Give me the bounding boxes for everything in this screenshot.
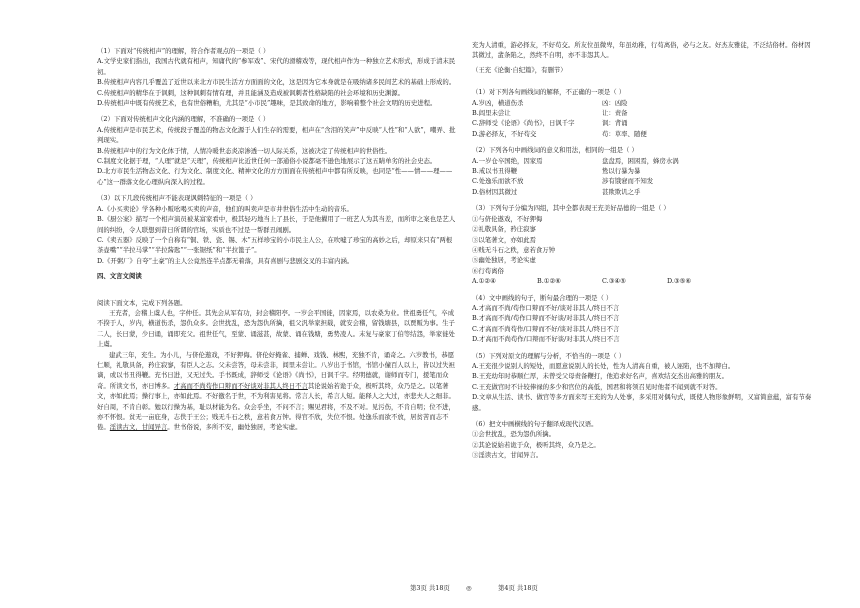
- r3-option-d: D.③⑤⑥: [667, 277, 692, 286]
- reading-instructions: 阅读下面文本，完成下列各题。: [97, 298, 187, 307]
- question-r4: [472, 293, 817, 345]
- q3-stem: （3）以下几段传统相声不能表现讽刺特征的一项是（ ）: [97, 194, 257, 203]
- r1-d-sentence: D.游必择友，不好苟交: [472, 129, 537, 138]
- r5-option-a: A.王充很少说别人的短处，而愿意说别人的长处，性为人清高自重，被人诬陷，也不加辩白。: [472, 361, 735, 370]
- question-r6: [472, 419, 817, 461]
- passage-paragraph-2: [97, 350, 457, 433]
- q3-option-b: B.《厨公案》描写一个相声演员被某富家看中，极其轻巧地当上了县长，于是他擢用了一班艺人为其当差，而所审之案也是艺人间的纠纷，令人联想到昔日所谓的官场，实质也不过是一帮群丑闹剧。: [97, 215, 456, 234]
- question-r2: [472, 145, 817, 197]
- q1-stem: （1）下面对“传统相声”的理解，符合作者观点的一项是（ ）: [97, 47, 270, 55]
- q3-option-a: A.《小买卖论》学各种小贩吆喝买卖的声音，他们的叫卖声是市井世俗生活中生动的音乐。: [97, 204, 353, 213]
- r2-option-a: [472, 156, 817, 166]
- question-r1: [472, 87, 817, 139]
- r4-option-c: C.才高而不尚苟作/口辩而不好/谈对非其人/终日不言: [472, 324, 620, 333]
- r3-option-a: A.①②④: [472, 277, 496, 286]
- question-2: [97, 114, 457, 187]
- r2-a-left: A.一岁仓卒国绝，因家焉: [472, 156, 543, 165]
- question-3: [97, 193, 457, 266]
- r2-b-right: 鸷以行暴为暴: [602, 167, 641, 176]
- q2-stem: （2）下面对传统相声文化内涵的理解，不准确的一项是（ ）: [97, 115, 270, 124]
- r2-a-right: 盘盘焉，困困焉，蜂房水涡: [602, 156, 679, 165]
- q3-option-c: C.《卖五器》反映了一个自称有“铜、铁、瓷、锡、木”五样珍宝的小市民主人公，在吹嘘了珍宝的高妙之后，却原来只有“两根茶壶嘴”“半拉马掌”“半拉酱匙”“一张锯纸”和“半拉篦子”。: [97, 235, 453, 255]
- r3-options: [472, 276, 817, 286]
- r1-a-sentence: A.岁凶，横道伤杀: [472, 98, 524, 107]
- r1-a-gloss: 凶：凶险: [602, 98, 628, 107]
- underlined-sentence: 淫读古文，甘闻异言: [109, 423, 168, 432]
- passage-text: 建武三年，充生。为小儿，与侪伦遨戏，不好狎侮。侪伦好掩雀、捕蝉、戏钱、林熙，充独不肯，诵奇之。六岁教书，恭愿仁顺，礼敬具备，矜庄寂寥，有臣人之志。父未尝答，母未尝非，闾里未尝让。八岁出于书馆，书馆小僮百人以上，皆以过失袒谪，或以书丑得鞭。充书日进，又无过失。手书既成，辞师受《论语》《尚书》，日讽千字。经明德就，谢师而专门，援笔而众奇。所读文书，亦日博多。: [97, 350, 455, 390]
- r4-option-a: A.才高而不尚/苟作口辩而不好/谈对非其人/终日不言: [472, 303, 620, 312]
- r6-item-1: ①会世扰乱，恐为怨仇所擒。: [472, 430, 556, 439]
- r2-c-left: C.处逸乐而欲不放: [472, 177, 524, 186]
- r4-option-d: D.才高而不尚苟作/口辩而不好谈/对非其人/终日不言: [472, 335, 620, 344]
- r1-d-gloss: 苟：草率、随便: [602, 129, 647, 138]
- r2-stem: （2）下列各句中画线词的意义和用法，相同的一组是（ ）: [472, 146, 638, 155]
- r5-option-d: D.文章从生活、读书、做官等多方面来写王充的为人处事，多采用对偶句式，既使人物形象鲜明，又富简意蕴，富有节奏感。: [472, 393, 812, 412]
- binding-circle-icon: ◎: [466, 584, 472, 592]
- r4-stem: （4）文中画线的句子，断句最合理的一项是（ ）: [472, 293, 613, 302]
- r3-option-b: B.①②⑥: [537, 277, 561, 286]
- section-heading: 四、文言文阅读: [97, 272, 142, 281]
- r1-stem: （1）对下列各句画线词的解释，不正确的一项是（ ）: [472, 88, 626, 97]
- question-1: [97, 46, 457, 108]
- question-r5: [472, 351, 817, 413]
- r1-option-d: [472, 129, 817, 139]
- r1-b-gloss: 让：责备: [602, 109, 628, 118]
- r5-stem: （5）下列对原文的理解与分析，不恰当的一项是（ ）: [472, 351, 626, 360]
- passage-text: 。世书俗说，多所不安，幽处独居，考论实虚。: [167, 423, 302, 432]
- r6-stem: （6）把文中画横线的句子翻译成现代汉语。: [472, 420, 598, 428]
- q2-option-b: B.传统相声中的行为文化体于情，人情冷暖世态炎凉渗透一切人际关系，这被决定了传统相声的世俗性。: [97, 146, 392, 155]
- r3-stem: （3）下列句子分编为四组，其中全都表现王充美好品德的一组是（ ）: [472, 204, 670, 213]
- passage-continuation: 充为人清重，游必择友，不好苟交。所友位虽微卑，年虽幼稚，行苟离俗，必与之友。好杰友雅徒，不泛结俗材。俗材因其微过，蜚条陷之，然终不自明，亦不非怨其人。: [472, 41, 811, 60]
- r2-d-right: 甚欺欺讥之乎: [602, 187, 641, 196]
- right-column: [472, 40, 817, 461]
- q1-option-c: C.传统相声的精华在于讽刺，这种讽刺有情有理，并且能涵及造成被讽刺者性格缺陷的社会环境和历史渊源。: [97, 88, 405, 97]
- question-r3: [472, 203, 817, 286]
- r1-option-b: [472, 108, 817, 118]
- passage-paragraph-1: 王充者，会稽上虞人也，字仲任。其先会从军有功，封会稽阳亭。一岁会平国徙，因家焉，以农桑为业。世祖勇任气，卒成不揆于人，岁内，横道伤杀，怨仇众多。会世扰乱，恐为怨仇所擒，祖父汎举家担载，就安会稽，留钱塘县，以贾贩为事。生子二人，长曰蒙，少曰诵，诵即充父。祖世任气，至蒙、诵滋甚，故蒙、诵在钱塘，勇势凌人。末复与豪家丁伯等结怨，举家徙处上虞。: [97, 308, 455, 349]
- r3-option-c: C.③④⑤: [602, 277, 626, 286]
- q1-option-d: D.传统相声中既有传统艺术，也有世俗糟粕，尤其是“小市民”趣味，是其致命的地方，影响着整个社会文明的历史进程。: [97, 99, 437, 108]
- page-number-left: 第3页 共18页: [410, 584, 450, 592]
- passage-source: （王充《论衡·自纪篇》，有删节）: [472, 65, 567, 74]
- r6-item-3: ③淫读古文，甘闻异言。: [472, 451, 543, 460]
- r5-option-c: C.王充做官时不计较俸禄的多少和官位的高低，国君和将领召见时他者不闻到就不对答。: [472, 382, 722, 391]
- r3-item-5: ⑤幽处独居，考论实虚: [472, 256, 536, 265]
- r3-item-1: ①与侪伦遨戏，不好狎侮: [472, 214, 543, 223]
- r2-option-d: [472, 187, 817, 197]
- underlined-sentence: 才高而不尚苟作口辩而不好谈对非其人终日不言: [173, 381, 308, 390]
- page-number-right: 第4页 共18页: [498, 584, 538, 592]
- passage-text: 其论说始若诡于众，极听其终，众乃是之。以笔著文，亦如此焉；操行事上，亦如此焉。不好徼名于世，不为利害见将。常言人长，希言人短。能释人之大过，亦悲夫人之细非。好自周，不肯自彰。勉以行操为基，耻以材能为名。众会乎坐，不问不言；赐见君将，不及不对。见污伤，不肯自明；位不进，亦不怀恨。贫无一亩庇身，志佚于王公；贱无斗石之秩，意若食万钟。得官不欣，失位不恨。处逸乐而欲不放，居贫苦而志不倦。: [97, 381, 455, 432]
- r3-item-6: ⑥行苟离俗: [472, 266, 504, 275]
- r2-option-b: [472, 166, 817, 176]
- q2-option-d: D.北方市民生活物态文化、行为文化、制度文化、精神文化的方方面面在传统相声中都有所反映，也同是“性——情——理——心”这一群落文化心理纵向深入的过程。: [97, 167, 453, 186]
- q2-option-c: C.制度文化据于理，“人理”就是“天理”，传统相声比近世任何一部通俗小说都毫不逊色地展示了这五睛单劣的社会史态。: [97, 157, 437, 166]
- r1-option-c: [472, 118, 817, 128]
- r5-option-b: B.王充幼年时恭顺仁厚，未曾受父母责备鞭打，他追求好名声，喜欢结交杰出高雅的朋友。: [472, 372, 728, 381]
- r6-item-2: ②其论说始若诡于众，极听其终，众乃是之。: [472, 440, 600, 449]
- r2-option-c: [472, 176, 817, 186]
- r3-item-2: ②礼敬具备，矜庄寂寥: [472, 225, 536, 234]
- r4-option-b: B.才高而不尚/苟作口辩而不好谈/对非其人/终日不言: [472, 314, 620, 323]
- q3-option-d: D.《开粥厂》自夸“土豪”的主人公竟然连半点都无着落，具有喜剧与悲剧交叉的丰富内涵。: [97, 256, 354, 265]
- r2-d-left: D.俗材因其微过: [472, 187, 518, 196]
- r1-c-sentence: C.辞师受《论语》《尚书》，日讽千字: [472, 119, 575, 128]
- r1-b-sentence: B.闾里未尝让: [472, 109, 511, 118]
- q1-option-a: A.文学史家们指出，我国古代就有相声，知庸代的“参军戏”、宋代的滑稽戏等，现代相声作为一种独立艺术形式，形成于清末民初。: [97, 57, 456, 76]
- r3-item-4: ④贱无斗石之秩，意若食万钟: [472, 245, 556, 254]
- q1-option-b: B.传统相声内容几乎覆盖了近世以来北方市民生活方方面面的文化，这是因为它本身就是在吸纳诸多民间艺术的基础上形成的。: [97, 78, 456, 87]
- r2-c-right: 涉有饿窘而不知发: [602, 177, 654, 186]
- r1-c-gloss: 讽：背诵: [602, 119, 628, 128]
- left-column: [97, 40, 457, 433]
- r1-option-a: [472, 98, 817, 108]
- r3-item-3: ③以笔著文，亦如此焉: [472, 235, 536, 244]
- q2-option-a: A.传统相声是市民艺术，传统段子覆盖的物态文化源于人们生存的需要，相声在“含泪的笑声”中反映“人性”和“人欲”，嘲弄、批判现实。: [97, 125, 456, 145]
- r2-b-left: B.戒以书丑得鞭: [472, 167, 518, 176]
